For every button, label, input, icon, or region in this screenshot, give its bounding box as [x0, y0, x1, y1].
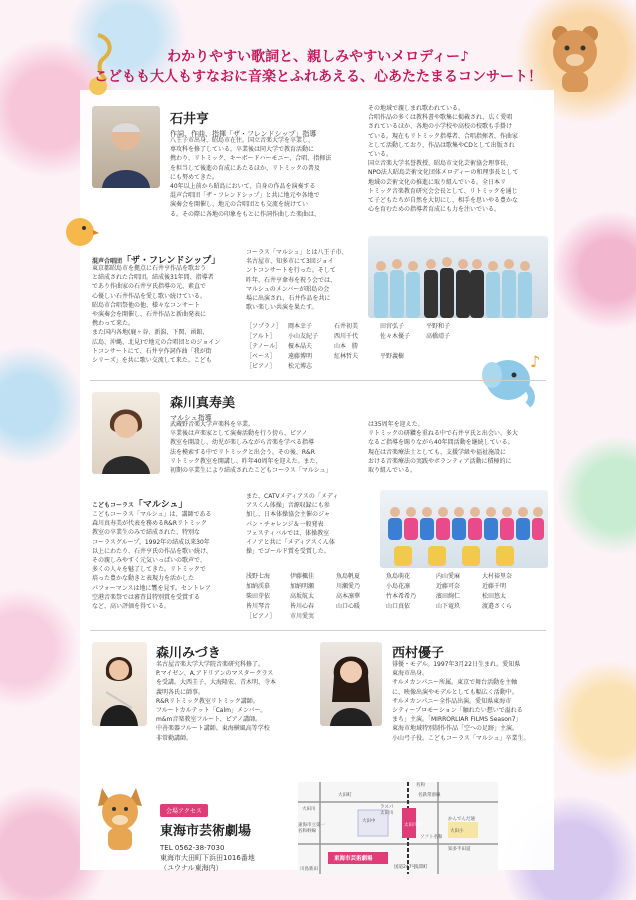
friendship-title-pre: 混声合唱団: [92, 258, 123, 265]
map-roads-icon: [298, 782, 498, 874]
friendship-roster: [246, 322, 546, 372]
roster-row: 加納渓慕 加納明瀬 川瀬愛乃 小島花凛 近藤可奈 近藤千明: [246, 583, 507, 590]
friendship-title-name: 「ザ・フレンドシップ」: [122, 256, 221, 266]
nishimura-photo: [320, 642, 382, 726]
person-portrait-icon: [92, 642, 147, 726]
roster-row: 柴田芽依 高坂航太 高本凛華 竹本希希乃 濱田絢仁 松田悠太: [246, 593, 507, 600]
map-label: 太田川駅: [404, 823, 422, 828]
access-label: 会場アクセス: [160, 804, 208, 817]
morikawa-mi-name: 森川みづき: [156, 646, 221, 661]
roster-row: 皆川琴音 皆川心春 山口心暖 山口真依 山下竜玖 渡邉さくら: [246, 603, 513, 610]
nishimura-name: 西村優子: [392, 646, 445, 661]
map-label: かんでんだ通: [448, 817, 475, 822]
roster-row: ［テノール］ 榎本晶夫 山本 勝: [246, 343, 359, 350]
morikawa-m-role: マルシュ指導: [170, 414, 212, 422]
map-label: 大田川: [302, 807, 316, 812]
access-block: [160, 798, 300, 873]
venue-tel: TEL 0562-38-7030: [160, 844, 225, 852]
ishii-bio-left: 八王子市出身、昭島市在住。国立音楽大学を卒業し、 専攻科を修了している。卒業後は同大学で教育活動に 携わり、リトミック、キーボードハーモニー、合唱、指揮法 を担当して後進の育成にあたるほか、リトミックの普及 にも努めてきた。 40年以上前から昭島において、自身の作品を演奏する 混声合唱団「ザ・フレンドシップ」と共に地元や各地で 演奏会を開催し、地元の合唱団とも交流を続けてい る。その際に各地の印象をもとに作詞作曲した楽曲は、: [170, 137, 332, 218]
section-divider: [90, 380, 546, 381]
friendship-desc-2: コーラス「マルシュ」とは八王子市、 名古屋市、知多市にて3回ジョイ ントコンサートを行った。そして 昨年、石井亨傘寿を祝う会では、 マルシュのメンバーが昭島の会 場に出演され、石井作品を共に 歌い楽しい共演を果たす。: [246, 249, 348, 312]
marche-group-photo: [380, 490, 548, 568]
roster-row: ［ソプラノ］ 岡本幸子 石井初美 田宮弘子 平野和子: [246, 323, 451, 330]
venue-address: 東海市大田町下浜田1016番地 （ユウナル東海内）: [160, 854, 255, 872]
map-label: 大田中: [362, 819, 376, 824]
map-label: ソフト名和: [420, 835, 443, 840]
map-label: 東海市芸術劇場: [334, 856, 373, 862]
bird-character-icon: [60, 210, 100, 250]
map-label: ラスパ 太田川: [380, 805, 394, 816]
roster-row: ［ピアノ］ 市川愛実: [246, 613, 315, 620]
morikawa-m-bio-right: は35周年を迎えた。 リトミックの研鑽を重ねる中で石井亨氏と出会い、多大 なるご指導を賜りながら40年間活動を継続している。 現在は音楽療法士としても、支援学級や福祉施設に おける音楽療法の実践やボランティア活動に積極的に 取り組んでいる。: [368, 421, 518, 475]
group-photo-icon: [380, 490, 548, 568]
roster-row: 浅野七海 伊藤楓佳 魚島帆夏 魚島萌花 内山愛麻 大村裕里奈: [246, 573, 513, 580]
map-label: 名和: [416, 783, 425, 788]
friendship-desc: 東京都昭島市を拠点に石井亨作品を歌おう と結成された合唱団。結成後31年間、指導者 であり作曲家の石井亨氏指導の元、素直で 心優しい石井作品を愛し歌い続けている。 昭島市合唱祭他の他、様々なコンサート や演奏会を開催し、石井作品と新曲発表に 携わって来た。 また国内各地(鹿ヶ谷、新潟、下関、函館、 広島、沖縄、北見)で地元の合唱団とのジョイン トコンサートにて、石井亨作詞作曲「我が街 シリーズ」を共に歌い交流して来た。こども: [92, 265, 221, 365]
map-label: 大田小: [450, 829, 464, 834]
ishii-name: 石井亨: [170, 112, 210, 127]
map-label: 知多半田道: [448, 847, 471, 852]
map-label: 東海市立第一 名和幹線: [298, 823, 325, 834]
map-label: 名鉄常滑線: [418, 793, 441, 798]
morikawa-mi-photo: [92, 642, 147, 726]
ishii-role: 作詞、作曲、指揮「ザ・フレンドシップ」指導: [170, 130, 317, 138]
access-map: [298, 782, 498, 874]
roster-row: ［ベース］ 遠藤博明 紅林哲夫 平野義樹: [246, 353, 405, 360]
ishii-bio-right: その地域で親しまれ歌われている。 合唱作品の多くは教科書や歌集に掲載され、広く愛唱 されているほか、各地の小学校や高校の校歌も手掛け ている。現在もリトミック指導者、合唱指揮者、作曲家 として活動しており、作品は歌集やCDとして出版され ている。 国立音楽大学名誉教授、昭島市文化芸術協会理事長、 NPO法人昭島芸術文化団体メロディーの和理事長として 地域の芸術文化の推進に取り組んでいる。全日本リ トミック音楽教育研究会会長として、リトミックを通じ て子どもたちが自然を大切にし、相手を思いやる豊かな 心を育むための指導者育成にも力を注いでいる。: [368, 105, 519, 214]
roster-row: ［ピアノ］ 松元博志: [246, 363, 313, 370]
person-portrait-icon: [92, 392, 160, 474]
marche-title-name: 「マルシュ」: [133, 500, 188, 510]
group-photo-icon: [368, 236, 548, 318]
ishii-heading: [170, 108, 370, 139]
morikawa-m-photo: [92, 392, 160, 474]
morikawa-m-bio-left: 武蔵野音楽大学声楽科を卒業。 卒業後は声楽家として演奏活動を行う傍ら、ピアノ 教室を開設し、幼児が楽しみながら音楽を学べる指導 法を模索する中でリトミックと出会う。その後、R&R リトミック教室を開講し、昨年40周年を迎えた。また、 初期の卒業生により結成されたこどもコーラス「マルシュ」: [170, 421, 332, 475]
venue-name: 東海市芸術劇場: [160, 824, 252, 839]
section-divider: [90, 630, 546, 631]
morikawa-mi-bio: 名古屋音楽大学大学院音楽研究科修了。 P.マイゼン、A.アドリアンのマスタークラス を受講。大西圭子、大海隆宏、青木明、寺本 義明各氏に師事。 R&Rリトミック教室リトミック講師。 フルートカルテット「Calm」メンバー。 m&m音楽教室フルート、ピアノ講師。 中善楽器フルート講師。東海横風高等学校 非常勤講師。: [156, 661, 277, 742]
person-portrait-icon: [92, 106, 160, 188]
roster-row: ［アルト］ 小山友紀子 西川千代 佐々木優子 高橋靖子: [246, 333, 451, 340]
morikawa-m-heading: [170, 392, 370, 423]
map-label: 国道247号: [394, 865, 417, 870]
svg-text:♪: ♪: [530, 352, 541, 371]
marche-desc: こどもコーラス「マルシュ」は、講師である 森川真寿美が代表を務めるR&Rリトミック 教室の卒業生のみで結成された、特別な コーラスグループ。1992年の結成以来30年 以上にわたり、石井亨氏の作品を歌い続け、 その親しみやすく元気いっぱいの歌声で、 多くの人々を魅了してきた。リトミックで 培った豊かな動きと表現力を活かした パフォーマンスは地に響を見す。セントレア 空港音楽祭では審査員特別賞を受賞する など、高い評価を得ている。: [92, 511, 212, 611]
map-label: 浅間町: [414, 865, 428, 870]
map-label: 川島新田: [300, 867, 318, 872]
nishimura-bio: 俳優・モデル。1997年3月22日生まれ。愛知県 東海市出身。 サルメカンパニー所属。東京で舞台活動を主軸 に、映像出演やモデルとしても幅広く活動中。 サルメカンパニー全作品出演。愛知県東海市 シティープロモーション「触れたい想いで溢れる まち」主演。「MIRRORLIAR FILMS Season7」 東海市地域特別制作作品「空への足跡」主演。 小山弓子役。こどもコーラス「マルシュ」卒業生。: [392, 661, 530, 742]
ishii-photo: [92, 106, 160, 188]
headline-line-2: こどもも大人もすなおに音楽とふれあえる、心あたたまるコンサート！: [94, 69, 542, 85]
friendship-group-photo: [368, 236, 548, 318]
marche-roster: [246, 572, 548, 622]
person-portrait-icon: [320, 642, 382, 726]
marche-title-pre: こどもコーラス: [92, 502, 134, 509]
marche-desc-2: また、CATVメディアスの「メディ アスくん体操」音源収録にも参 加し、日本体操協会主催のジャ パン・チャレンジ＆一般発表 フェスティバルでは、体操教室 イノアと共に「メディアスくん体 操」でゴールド賞を受賞した。: [246, 493, 339, 556]
morikawa-m-name: 森川真寿美: [170, 396, 236, 411]
map-label: 大田町: [338, 793, 352, 798]
dog-character-icon: [92, 780, 152, 855]
headline-line-1: わかりやすい歌詞と、親しみやすいメロディー♪: [167, 49, 469, 65]
marche-title: [92, 492, 187, 511]
